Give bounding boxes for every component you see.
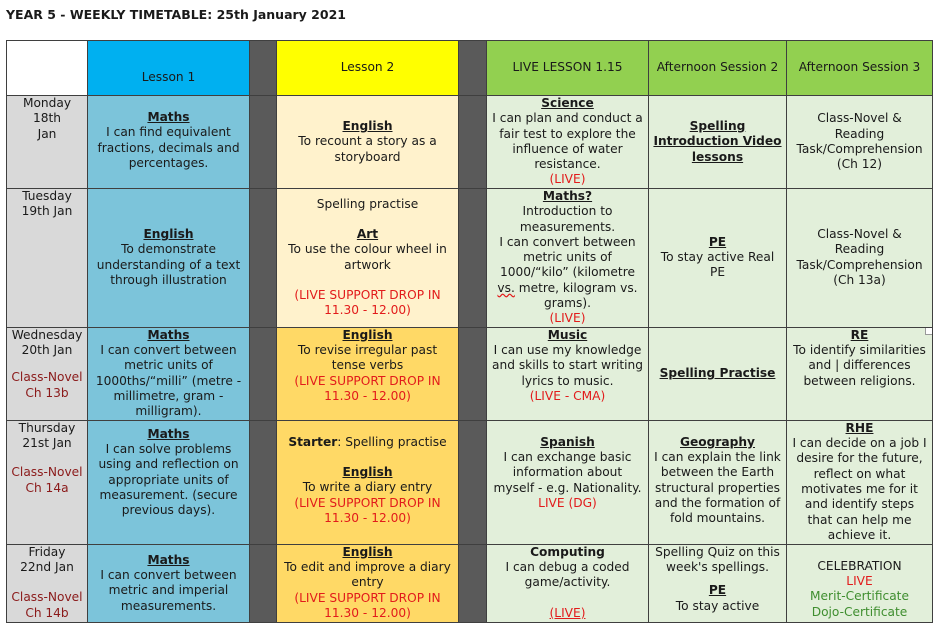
day-name: Thursday [18, 420, 76, 435]
dojo-certificate: Dojo-Certificate [811, 604, 908, 619]
subject-title: Art [356, 227, 379, 242]
lesson-objective: To revise irregular past tense verbs [297, 343, 438, 373]
session-text: I can decide on a job I desire for the future, reflect on what motivates me for it and identify steps that can help me achieve it. [792, 436, 927, 542]
day-cell [7, 420, 88, 544]
header-afternoon-3: Afternoon Session 3 [787, 41, 933, 96]
subject-title: PE [708, 583, 727, 598]
subject-title: English [342, 544, 393, 559]
afternoon3-cell [787, 544, 933, 622]
afternoon3-cell [787, 327, 933, 420]
class-novel-chapter: Ch 14b [25, 605, 69, 620]
subject-title: Science [541, 96, 594, 110]
afternoon3-cell [787, 420, 933, 544]
live-support-note: (LIVE SUPPORT DROP IN 11.30 - 12.00) [294, 288, 441, 318]
subject-title: Spelling Introduction Video lessons [653, 118, 782, 164]
day-month: Jan [37, 126, 57, 141]
lesson-intro: Introduction to measurements. [519, 204, 616, 234]
live-support-note: (LIVE SUPPORT DROP IN 11.30 - 12.00) [294, 495, 441, 525]
table-row [7, 327, 933, 420]
live-lesson-cell [487, 327, 649, 420]
gap-column [250, 420, 277, 544]
day-cell [7, 544, 88, 622]
subject-title: Maths? [542, 188, 593, 203]
subject-title: English [143, 227, 194, 242]
lesson1-cell [88, 188, 250, 327]
lesson-objective: To write a diary entry [302, 480, 433, 495]
day-name: Friday [28, 544, 66, 559]
subject-title: English [342, 118, 393, 133]
subject-title: Music [547, 327, 588, 342]
subject-title: RE [850, 327, 869, 342]
day-name: Monday [22, 96, 72, 110]
gap-column [459, 544, 487, 622]
live-note: LIVE (DG) [538, 495, 597, 510]
lesson-objective: I can plan and conduct a fair test to explore the influence of water resistance. [492, 111, 643, 172]
lesson2-cell [277, 188, 459, 327]
merit-certificate: Merit-Certificate [810, 589, 909, 604]
day-name: Wednesday [11, 327, 83, 342]
comment-marker-icon[interactable] [925, 328, 932, 335]
lesson-objective: I can find equivalent fractions, decimals and percentages. [97, 125, 240, 170]
subject-title: English [342, 327, 393, 342]
live-note: (LIVE) [549, 172, 586, 187]
live-support-note: (LIVE SUPPORT DROP IN 11.30 - 12.00) [294, 590, 441, 620]
lesson-objective: I can convert between metric and imperial measurements. [100, 567, 237, 613]
objective-part: I can convert between metric units of 1000/“kilo” (kilometre [499, 234, 636, 280]
afternoon2-cell [649, 96, 787, 189]
day-date: 22nd Jan [20, 560, 74, 575]
gap-column [459, 188, 487, 327]
day-date: 21st Jan [22, 436, 72, 451]
subject-title: Computing [530, 544, 605, 559]
header-corner [7, 41, 88, 96]
lesson2-cell [277, 544, 459, 622]
lesson-objective: To edit and improve a diary entry [284, 560, 451, 590]
gap-column [250, 96, 277, 189]
lesson2-cell [277, 327, 459, 420]
starter-label: Starter [288, 434, 338, 449]
table-row [7, 96, 933, 189]
session-text: Class-Novel & Reading Task/Comprehension (Ch 13a) [796, 227, 923, 288]
class-novel-label: Class-Novel [11, 370, 83, 385]
day-cell [7, 96, 88, 189]
gap-column [459, 41, 487, 96]
table-row [7, 420, 933, 544]
afternoon3-cell [787, 96, 933, 189]
day-name: Tuesday [22, 188, 72, 203]
lesson-objective: To use the colour wheel in artwork [288, 242, 447, 272]
session-text: I can explain the link between the Earth structural properties and the formation of fold mountains. [654, 450, 781, 526]
lesson-objective: To demonstrate understanding of a text through illustration [96, 242, 241, 288]
timetable [6, 40, 933, 623]
session-text: Class-Novel & Reading Task/Comprehension (Ch 12) [796, 111, 923, 172]
lesson-objective: I can solve problems using and reflection on appropriate units of measurement. (secure previous days). [98, 442, 239, 518]
lesson1-cell [88, 544, 250, 622]
lesson2-cell [277, 420, 459, 544]
lesson-objective [491, 235, 644, 311]
pre-activity [281, 435, 454, 450]
celebration-live: LIVE [846, 574, 873, 589]
gap-column [250, 544, 277, 622]
lesson1-cell [88, 420, 250, 544]
lesson-objective: I can exchange basic information about myself - e.g. Nationality. [493, 450, 642, 495]
day-date: 19th Jan [21, 204, 73, 219]
gap-column [250, 41, 277, 96]
session-text: To stay active Real PE [660, 250, 775, 280]
subject-title: Maths [147, 110, 190, 124]
lesson-objective: To recount a story as a storyboard [298, 134, 437, 164]
header-lesson1: Lesson 1 [88, 41, 250, 96]
afternoon2-cell [649, 327, 787, 420]
gap-column [250, 327, 277, 420]
header-live-lesson: LIVE LESSON 1.15 [487, 41, 649, 96]
day-date: 18th [32, 111, 61, 126]
celebration-title: CELEBRATION [817, 558, 902, 573]
header-lesson2: Lesson 2 [277, 41, 459, 96]
gap-column [459, 96, 487, 189]
lesson-objective: I can convert between metric units of 1000ths/“milli” (metre - millimetre, gram - milligram). [95, 343, 242, 419]
starter-text: : Spelling practise [337, 434, 447, 449]
page-title: YEAR 5 - WEEKLY TIMETABLE: 25th January 2021 [6, 7, 346, 22]
subject-title: Spanish [540, 434, 595, 449]
afternoon2-cell [649, 188, 787, 327]
lesson1-cell [88, 327, 250, 420]
live-lesson-cell [487, 188, 649, 327]
subject-title: Maths [147, 552, 190, 567]
afternoon3-cell [787, 188, 933, 327]
class-novel-chapter: Ch 14a [25, 480, 69, 495]
subject-title: Geography [680, 434, 755, 449]
live-lesson-cell [487, 420, 649, 544]
live-lesson-cell [487, 544, 649, 622]
lesson-objective: I can debug a coded game/activity. [505, 560, 630, 590]
live-note: (LIVE - CMA) [529, 388, 606, 403]
header-afternoon-2: Afternoon Session 2 [649, 41, 787, 96]
spellcheck-word: vs. [497, 280, 515, 295]
class-novel-label: Class-Novel [11, 590, 83, 605]
live-note: (LIVE) [549, 605, 586, 620]
day-date: 20th Jan [21, 343, 73, 358]
header-row [7, 41, 933, 96]
live-note: (LIVE) [549, 311, 586, 326]
subject-title: English [342, 465, 393, 480]
session-text: Spelling Quiz on this week's spellings. [655, 544, 780, 575]
table-row [7, 544, 933, 622]
subject-title: Spelling Practise [659, 366, 776, 381]
day-cell [7, 327, 88, 420]
live-lesson-cell [487, 96, 649, 189]
subject-title: RHE [845, 420, 874, 435]
subject-title: PE [708, 234, 727, 249]
gap-column [459, 420, 487, 544]
afternoon2-cell [649, 420, 787, 544]
objective-part: metre, kilogram vs. grams). [514, 280, 638, 311]
live-support-note: (LIVE SUPPORT DROP IN 11.30 - 12.00) [294, 373, 441, 403]
session-text-2: To stay active [675, 598, 760, 613]
session-text: To identify similarities and | differences between religions. [793, 343, 926, 388]
lesson2-cell [277, 96, 459, 189]
gap-column [459, 327, 487, 420]
table-row [7, 188, 933, 327]
lesson-objective: I can use my knowledge and skills to start writing lyrics to music. [492, 343, 643, 388]
subject-title: Maths [147, 426, 190, 441]
day-cell [7, 188, 88, 327]
pre-activity: Spelling practise [316, 196, 419, 211]
lesson1-cell [88, 96, 250, 189]
class-novel-chapter: Ch 13b [25, 385, 69, 400]
subject-title: Maths [147, 327, 190, 342]
afternoon2-cell [649, 544, 787, 622]
class-novel-label: Class-Novel [11, 465, 83, 480]
gap-column [250, 188, 277, 327]
